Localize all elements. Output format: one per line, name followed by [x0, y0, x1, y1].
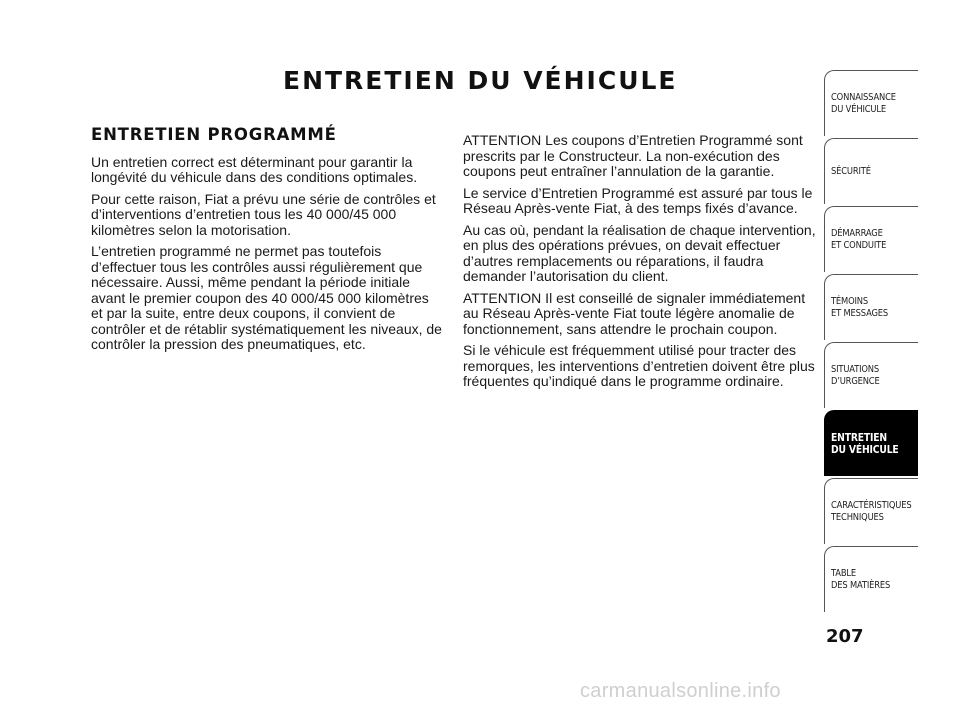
tab-entretien-du-vehicule[interactable] — [824, 410, 918, 476]
tab-label: TABLE DES MATIÈRES — [831, 567, 891, 591]
paragraph: ATTENTION Il est conseillé de signaler immédiatement au Réseau Après-vente Fiat toute légère anomalie de fonctionnement, sans attendre le prochain coupon. — [463, 289, 806, 337]
watermark: carmanualsonline.info — [580, 680, 781, 702]
tab-label: DÉMARRAGE ET CONDUITE — [831, 227, 887, 251]
tab-situations-d-urgence[interactable] — [824, 342, 918, 408]
tab-demarrage-et-conduite[interactable] — [824, 206, 918, 272]
paragraph: Si le véhicule est fréquemment utilisé pour tracter des remorques, les interventions d’entretien doivent être plus fréquentes qu’indiqué dans le programme ordinaire. — [463, 342, 815, 389]
page-title: ENTRETIEN DU VÉHICULE — [283, 66, 678, 95]
left-column — [91, 127, 443, 359]
paragraph: ATTENTION Les coupons d’Entretien Programmé sont prescrits par le Constructeur. La non-exécution des coupons peut entraîner l’annulation de la garantie. — [463, 132, 803, 179]
tab-securite[interactable] — [824, 138, 918, 204]
tab-label: SITUATIONS D’URGENCE — [831, 363, 880, 387]
tab-label: CARACTÉRISTIQUES TECHNIQUES — [831, 499, 912, 523]
tab-caracteristiques-techniques[interactable] — [824, 478, 918, 544]
paragraph: Un entretien correct est déterminant pour garantir la longévité du véhicule dans des conditions optimales. — [91, 153, 418, 185]
tab-connaissance-du-vehicule[interactable] — [824, 70, 918, 136]
tab-label: CONNAISSANCE DU VÉHICULE — [831, 91, 896, 115]
tab-label: TÉMOINS ET MESSAGES — [831, 295, 889, 319]
tab-label: ENTRETIEN DU VÉHICULE — [831, 431, 899, 456]
paragraph: Pour cette raison, Fiat a prévu une série de contrôles et d’interventions d’entretien tous les 40 000/45 000 kilomètres selon la motorisation. — [91, 190, 436, 238]
tab-label: SÉCURITÉ — [831, 165, 871, 177]
paragraph: L’entretien programmé ne permet pas toutefois d’effectuer tous les contrôles aussi régulièrement que nécessaire. Aussi, même pendant la période initiale avant le premier coupon des 40 000/45 000 kilomètres et par la suite, entre deux coupons, il convient de contrôler et de rétablir systématiquement les niveaux, de contrôler la pression des pneumatiques, etc. — [91, 243, 442, 352]
right-column — [463, 133, 818, 396]
tab-table-des-matieres[interactable] — [824, 546, 918, 612]
paragraph: Le service d’Entretien Programmé est assuré par tous le Réseau Après-vente Fiat, à des temps fixés d’avance. — [463, 184, 813, 216]
paragraph: Au cas où, pendant la réalisation de chaque intervention, en plus des opérations prévues, on devait effectuer d’autres remplacements ou réparations, il faudra demander l’autorisation du client. — [463, 221, 816, 284]
page-number: 207 — [826, 626, 864, 647]
section-heading: ENTRETIEN PROGRAMMÉ — [91, 125, 337, 144]
chapter-tabs — [824, 70, 918, 614]
tab-temoins-et-messages[interactable] — [824, 274, 918, 340]
